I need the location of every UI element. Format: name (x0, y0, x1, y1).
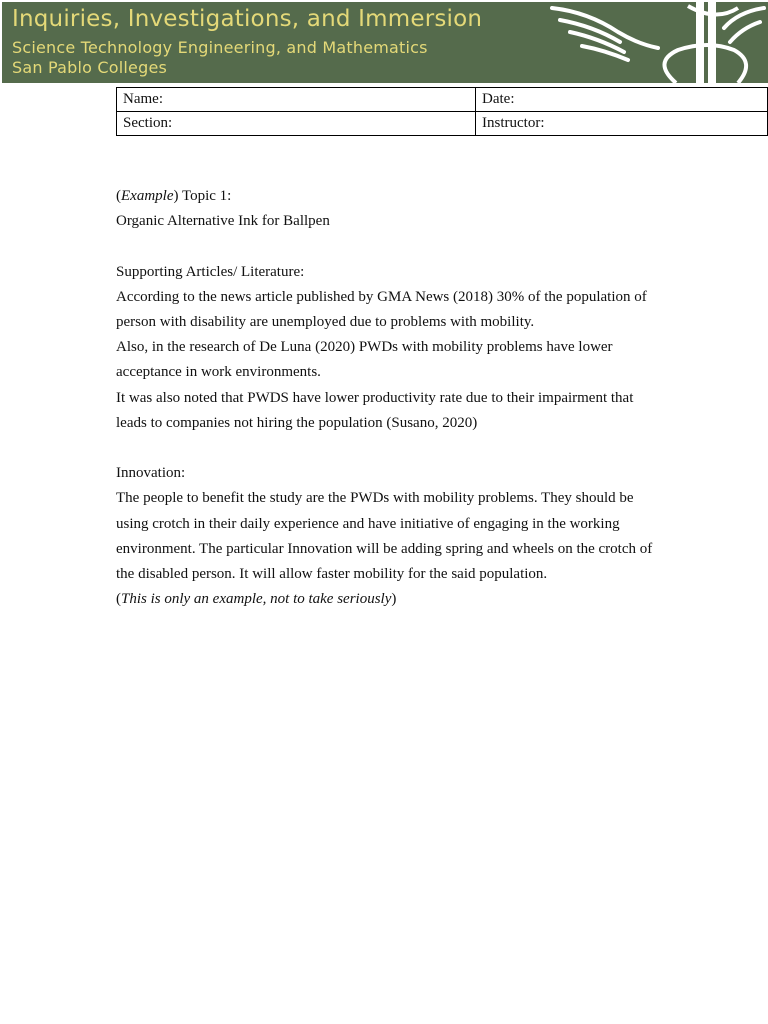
supporting-paragraph-1: According to the news article published by GMA News (2018) 30% of the population of person with disability are unemployed due to problems with mobility. (116, 288, 647, 330)
supporting-paragraph-3: It was also noted that PWDS have lower productivity rate due to their impairment that leads to companies not hiring the population (Susano, 2020) (116, 389, 634, 431)
document-body (116, 184, 661, 612)
supporting-heading: Supporting Articles/ Literature: (116, 263, 305, 280)
topic-heading: (Example) Topic 1: (116, 188, 232, 204)
example-note: (This is only an example, not to take seriously) (116, 591, 397, 608)
example-word: Example (121, 188, 174, 204)
supporting-paragraph-2: Also, in the research of De Luna (2020) PWDs with mobility problems have lower acceptance in work environments. (116, 339, 613, 381)
innovation-heading: Innovation: (116, 465, 186, 482)
spacer (116, 436, 661, 461)
header-banner (2, 2, 768, 83)
topic-heading-text: ) Topic 1: (173, 188, 232, 204)
banner-school-name: San Pablo Colleges (12, 58, 168, 77)
info-row-1 (117, 88, 768, 112)
topic-title: Organic Alternative Ink for Ballpen (116, 213, 330, 230)
student-info-table (116, 87, 768, 136)
name-field[interactable]: Name: (117, 88, 476, 112)
banner-title: Inquiries, Investigations, and Immersion (12, 6, 483, 32)
example-note-text: This is only an example, not to take seriously (121, 591, 392, 608)
date-field[interactable]: Date: (476, 88, 768, 112)
spacer (116, 234, 661, 259)
innovation-paragraph: The people to benefit the study are the PWDs with mobility problems. They should be using crotch in their daily experience and have initiative of engaging in the working environment. The particular Innovation will be adding spring and wheels on the crotch of the disabled person. It will allow faster mobility for the said population. (116, 490, 653, 583)
banner-subtitle: Science Technology Engineering, and Mathematics (12, 38, 428, 57)
caduceus-emblem-icon (548, 2, 768, 83)
instructor-field[interactable]: Instructor: (476, 112, 768, 136)
section-field[interactable]: Section: (117, 112, 476, 136)
info-row-2 (117, 112, 768, 136)
